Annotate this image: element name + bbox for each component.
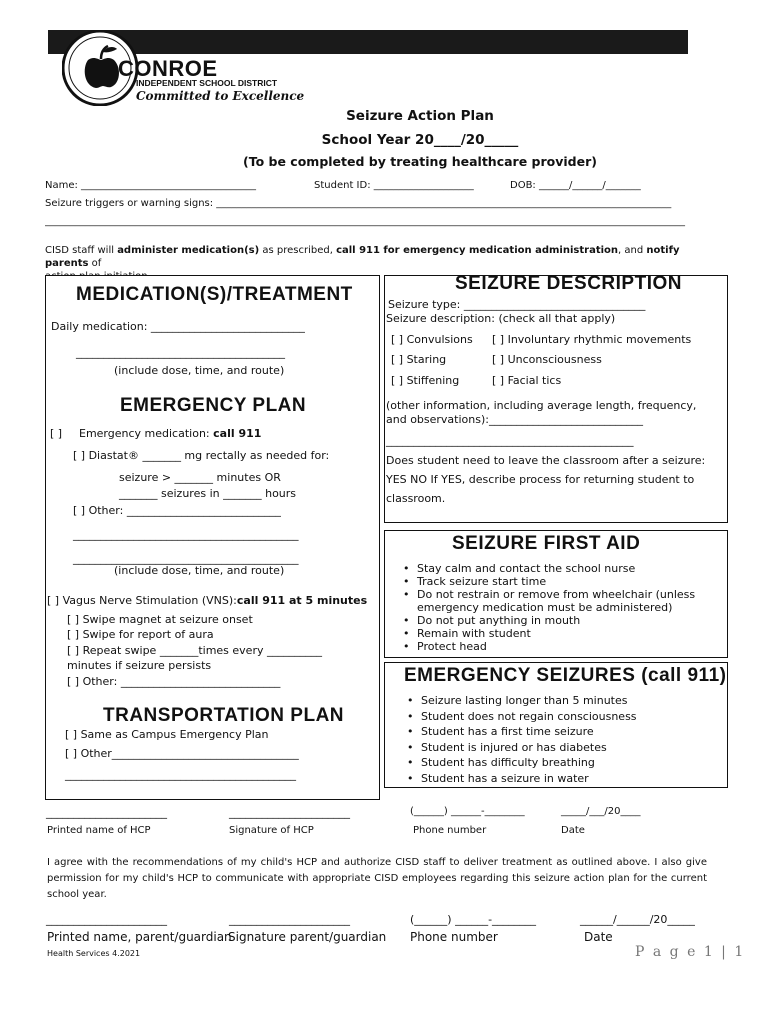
instruction-part: as prescribed,: [259, 245, 337, 256]
list-item: • Student has difficulty breathing: [421, 755, 731, 771]
vns-label: [ ] Vagus Nerve Stimulation (VNS):: [47, 594, 237, 607]
list-item: • Track seizure start time: [417, 575, 727, 588]
parent-name-field[interactable]: ______________________: [46, 913, 167, 926]
parent-date-label: Date: [584, 930, 613, 944]
student-id-field[interactable]: Student ID: ____________________: [314, 180, 474, 191]
district-tagline: Committed to Excellence: [136, 89, 305, 103]
seizure-description-heading: SEIZURE DESCRIPTION: [455, 273, 682, 294]
hcp-phone-label: Phone number: [413, 825, 487, 836]
parent-signature-field[interactable]: ______________________: [229, 913, 350, 926]
page-subtitle: (To be completed by treating healthcare provider): [243, 154, 597, 169]
emergency-blank-line[interactable]: _________________________________________: [73, 552, 299, 565]
emergency-checkbox[interactable]: [ ]: [50, 427, 63, 440]
vns-call-911: call 911 at 5 minutes: [236, 594, 368, 607]
parent-phone-field[interactable]: (______) ______-________: [410, 913, 537, 926]
hcp-phone-field[interactable]: (______) ______-________: [410, 806, 525, 817]
list-item: • Protect head: [417, 640, 727, 653]
hcp-signature-field[interactable]: ______________________: [229, 806, 350, 819]
emergency-seizures-heading: EMERGENCY SEIZURES (call 911): [404, 665, 727, 686]
parent-name-label: Printed name, parent/guardian: [47, 930, 232, 944]
triggers-blank-line[interactable]: ________________________________________________________________________________________________________________________________: [45, 216, 685, 227]
instruction-part: of: [88, 258, 102, 269]
list-item: • Student has a first time seizure: [421, 724, 731, 740]
other-info-label: (other information, including average length, frequency,: [386, 399, 697, 412]
list-item: • Student does not regain consciousness: [421, 709, 731, 725]
transportation-heading: TRANSPORTATION PLAN: [103, 705, 345, 726]
facial-tics-checkbox[interactable]: [ ] Facial tics: [492, 374, 562, 387]
parent-signature-label: Signature parent/guardian: [228, 930, 387, 944]
seizure-duration-field[interactable]: seizure > _______ minutes OR: [119, 471, 281, 484]
vns-swipe-onset[interactable]: [ ] Swipe magnet at seizure onset: [67, 613, 253, 626]
other-info-blank-line[interactable]: _____________________________________________: [386, 434, 634, 447]
list-item: • Do not put anything in mouth: [417, 614, 727, 627]
footer-health-services: Health Services 4.2021: [47, 949, 141, 958]
parent-phone-label: Phone number: [410, 930, 498, 944]
other-info-field[interactable]: and observations):____________________________: [386, 413, 643, 426]
instruction-bold: notify parents: [45, 245, 680, 269]
hcp-signature-label: Signature of HCP: [229, 825, 314, 836]
hcp-name-label: Printed name of HCP: [47, 825, 151, 836]
name-field[interactable]: Name: ___________________________________: [45, 180, 257, 191]
vns-repeat-note: minutes if seizure persists: [67, 659, 212, 672]
dob-field[interactable]: DOB: ______/______/_______: [510, 180, 641, 191]
seizure-type-field[interactable]: Seizure type: _________________________________: [388, 298, 646, 311]
seizures-count-field[interactable]: _______ seizures in _______ hours: [119, 487, 297, 500]
parent-agreement-text: I agree with the recommendations of my child's HCP and authorize CISD staff to deliver treatment as outlined above. I also give permission for my child's HCP to communicate with appropriate CISD employees regarding this seizure action plan for the current school year.: [47, 857, 707, 900]
page-number: P a g e 1 | 1: [635, 944, 746, 960]
vns-option[interactable]: [47, 594, 367, 607]
district-sub: INDEPENDENT SCHOOL DISTRICT: [136, 78, 278, 88]
vns-repeat-swipe[interactable]: [ ] Repeat swipe _______times every __________: [67, 644, 322, 657]
yes-no-option[interactable]: YES NO If YES, describe process for returning student to: [386, 473, 695, 486]
medication-include-note: (include dose, time, and route): [114, 364, 285, 377]
district-name: CONROE: [118, 56, 218, 81]
list-item: • Student has a seizure in water: [421, 771, 731, 787]
stiffening-checkbox[interactable]: [ ] Stiffening: [391, 374, 460, 387]
school-year: School Year 20____/20_____: [321, 132, 519, 148]
hcp-name-field[interactable]: ______________________: [46, 806, 167, 819]
medication-heading: MEDICATION(S)/TREATMENT: [76, 284, 353, 305]
list-item: • Seizure lasting longer than 5 minutes: [421, 693, 731, 709]
transport-blank-line[interactable]: __________________________________________: [65, 768, 296, 781]
list-item: • Remain with student: [417, 627, 727, 640]
first-aid-heading: SEIZURE FIRST AID: [452, 533, 641, 554]
parent-date-field[interactable]: ______/______/20_____: [580, 913, 695, 926]
emergency-medication-label: [79, 427, 261, 440]
call-911-bold: call 911: [213, 427, 262, 440]
emergency-plan-heading: EMERGENCY PLAN: [120, 395, 307, 416]
list-item: • Do not restrain or remove from wheelchair (unless emergency medication must be administered): [417, 588, 727, 614]
list-item: • Student is injured or has diabetes: [421, 740, 731, 756]
instruction-bold: administer medication(s): [117, 245, 260, 256]
leave-classroom-question: Does student need to leave the classroom after a seizure:: [386, 454, 706, 467]
involuntary-movements-checkbox[interactable]: [ ] Involuntary rhythmic movements: [492, 333, 692, 346]
page-title: Seizure Action Plan: [346, 108, 494, 124]
hcp-date-label: Date: [561, 825, 585, 836]
list-item: • Stay calm and contact the school nurse: [417, 562, 727, 575]
instruction-part: CISD staff will: [45, 245, 118, 256]
transport-same-option[interactable]: [ ] Same as Campus Emergency Plan: [65, 728, 269, 741]
vns-swipe-aura[interactable]: [ ] Swipe for report of aura: [67, 628, 214, 641]
staring-checkbox[interactable]: [ ] Staring: [391, 353, 447, 366]
classroom-text: classroom.: [386, 492, 446, 505]
first-aid-list: [403, 562, 727, 653]
diastat-option[interactable]: [ ] Diastat® _______ mg rectally as needed for:: [73, 449, 330, 462]
seizure-description-label: Seizure description: (check all that apply): [386, 312, 616, 325]
medication-blank-line[interactable]: ______________________________________: [76, 346, 285, 359]
emergency-other-option[interactable]: [ ] Other: ____________________________: [73, 504, 281, 517]
emergency-medication-text: Emergency medication:: [79, 427, 214, 440]
vns-other-option[interactable]: [ ] Other: _____________________________: [67, 675, 281, 688]
transport-other-option[interactable]: [ ] Other__________________________________: [65, 747, 299, 760]
instruction-part: , and: [618, 245, 647, 256]
unconsciousness-checkbox[interactable]: [ ] Unconsciousness: [492, 353, 602, 366]
emergency-seizures-list: [407, 693, 731, 786]
hcp-date-field[interactable]: _____/___/20____: [561, 806, 641, 817]
daily-medication-field[interactable]: Daily medication: ____________________________: [51, 320, 305, 333]
emergency-blank-line[interactable]: _________________________________________: [73, 528, 299, 541]
emergency-include-note: (include dose, time, and route): [114, 564, 285, 577]
triggers-field[interactable]: Seizure triggers or warning signs: ___________________________________________________________________________________________: [45, 198, 672, 209]
instruction-bold: call 911 for emergency medication administration: [336, 245, 619, 256]
convulsions-checkbox[interactable]: [ ] Convulsions: [391, 333, 473, 346]
